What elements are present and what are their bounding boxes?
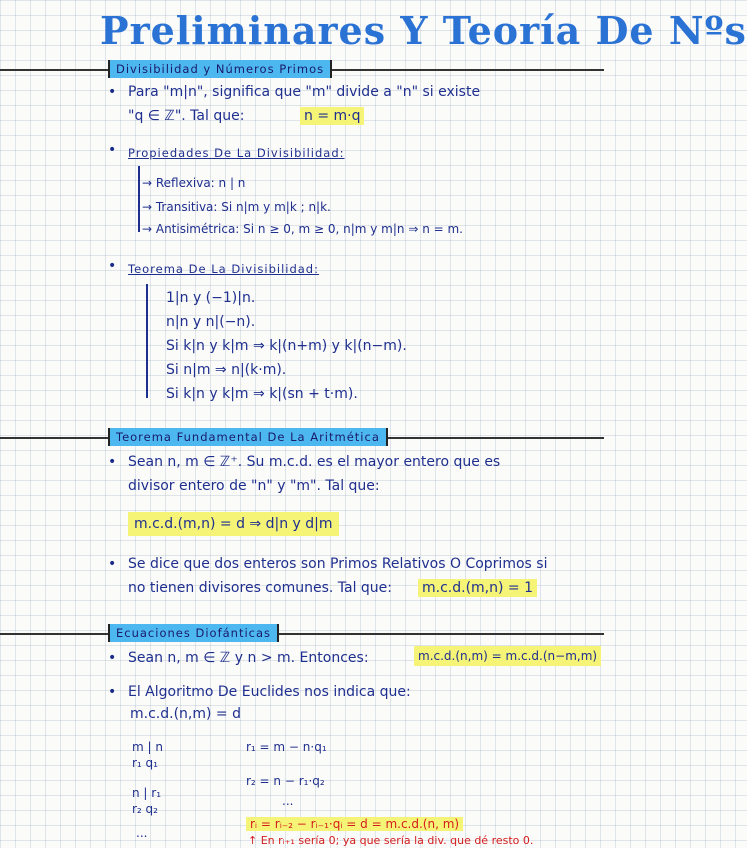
section-divisibilidad xyxy=(0,60,604,80)
definition-highlight: n = m·q xyxy=(300,107,364,125)
division-1-bottom: r₁ q₁ xyxy=(132,756,158,770)
diophantine-highlight: m.c.d.(n,m) = m.c.d.(n−m,m) xyxy=(414,646,601,666)
coprime-highlight: m.c.d.(m,n) = 1 xyxy=(418,579,537,597)
remainder-eq-2: r₂ = n − r₁·q₂ xyxy=(246,774,325,788)
theorem-item: 1|n y (−1)|n. xyxy=(166,290,256,306)
definition-line-2: "q ∈ ℤ". Tal que: xyxy=(128,108,245,124)
bracket-line xyxy=(138,166,140,232)
theorem-item: n|n y n|(−n). xyxy=(166,314,256,330)
section-label: Teorema Fundamental De La Aritmética xyxy=(108,428,388,446)
remainder-dots: ... xyxy=(282,794,294,808)
theorem-item: Si k|n y k|m ⇒ k|(n+m) y k|(n−m). xyxy=(166,338,407,354)
bullet-icon: • xyxy=(108,142,117,158)
properties-heading: Propiedades De La Divisibilidad: xyxy=(128,146,345,160)
theorem-item: Si n|m ⇒ n|(k·m). xyxy=(166,362,287,378)
coprime-line-2: no tienen divisores comunes. Tal que: xyxy=(128,580,393,596)
mcd-line-2: divisor entero de "n" y "m". Tal que: xyxy=(128,478,380,494)
division-dots: ... xyxy=(136,826,148,840)
section-ecuaciones xyxy=(0,624,604,644)
remainder-final-highlight: rᵢ = rᵢ₋₂ − rᵢ₋₁·qᵢ = d = m.c.d.(n, m) xyxy=(246,817,463,831)
property-reflexive: → Reflexiva: n | n xyxy=(142,176,246,190)
definition-line-1: Para "m|n", significa que "m" divide a "n" si existe xyxy=(128,84,481,100)
section-label: Ecuaciones Diofánticas xyxy=(108,624,279,642)
bullet-icon: • xyxy=(108,684,117,700)
property-antisymmetric: → Antisimétrica: Si n ≥ 0, m ≥ 0, n|m y m|n ⇒ n = m. xyxy=(142,222,463,236)
bullet-icon: • xyxy=(108,650,117,666)
bullet-icon: • xyxy=(108,258,117,274)
coprime-line-1: Se dice que dos enteros son Primos Relativos O Coprimos si xyxy=(128,556,548,572)
division-2-bottom: r₂ q₂ xyxy=(132,802,158,816)
bullet-icon: • xyxy=(108,84,117,100)
section-rule xyxy=(0,633,604,635)
mcd-highlight: m.c.d.(m,n) = d ⇒ d|n y d|m xyxy=(128,512,339,536)
bullet-icon: • xyxy=(108,454,117,470)
mcd-line-1: Sean n, m ∈ ℤ⁺. Su m.c.d. es el mayor entero que es xyxy=(128,454,501,470)
euclid-line-1: El Algoritmo De Euclides nos indica que: xyxy=(128,684,411,700)
property-transitive: → Transitiva: Si n|m y m|k ; n|k. xyxy=(142,200,331,214)
page-title: Preliminares Y Teoría De Nºs xyxy=(100,8,747,53)
theorem-item: Si k|n y k|m ⇒ k|(sn + t·m). xyxy=(166,386,358,402)
theorem-heading: Teorema De La Divisibilidad: xyxy=(128,262,319,276)
bracket-line xyxy=(146,284,148,398)
section-label: Divisibilidad y Números Primos xyxy=(108,60,332,78)
bullet-icon: • xyxy=(108,556,117,572)
footnote: ↑ En rᵢ₊₁ sería 0; ya que sería la div. que dé resto 0. xyxy=(248,834,534,847)
euclid-line-2: m.c.d.(n,m) = d xyxy=(130,706,241,722)
division-2-top: n | r₁ xyxy=(132,786,162,800)
section-teorema-fundamental xyxy=(0,428,604,448)
diophantine-line-1: Sean n, m ∈ ℤ y n > m. Entonces: xyxy=(128,650,369,666)
division-1-top: m | n xyxy=(132,740,163,754)
remainder-eq-1: r₁ = m − n·q₁ xyxy=(246,740,327,754)
